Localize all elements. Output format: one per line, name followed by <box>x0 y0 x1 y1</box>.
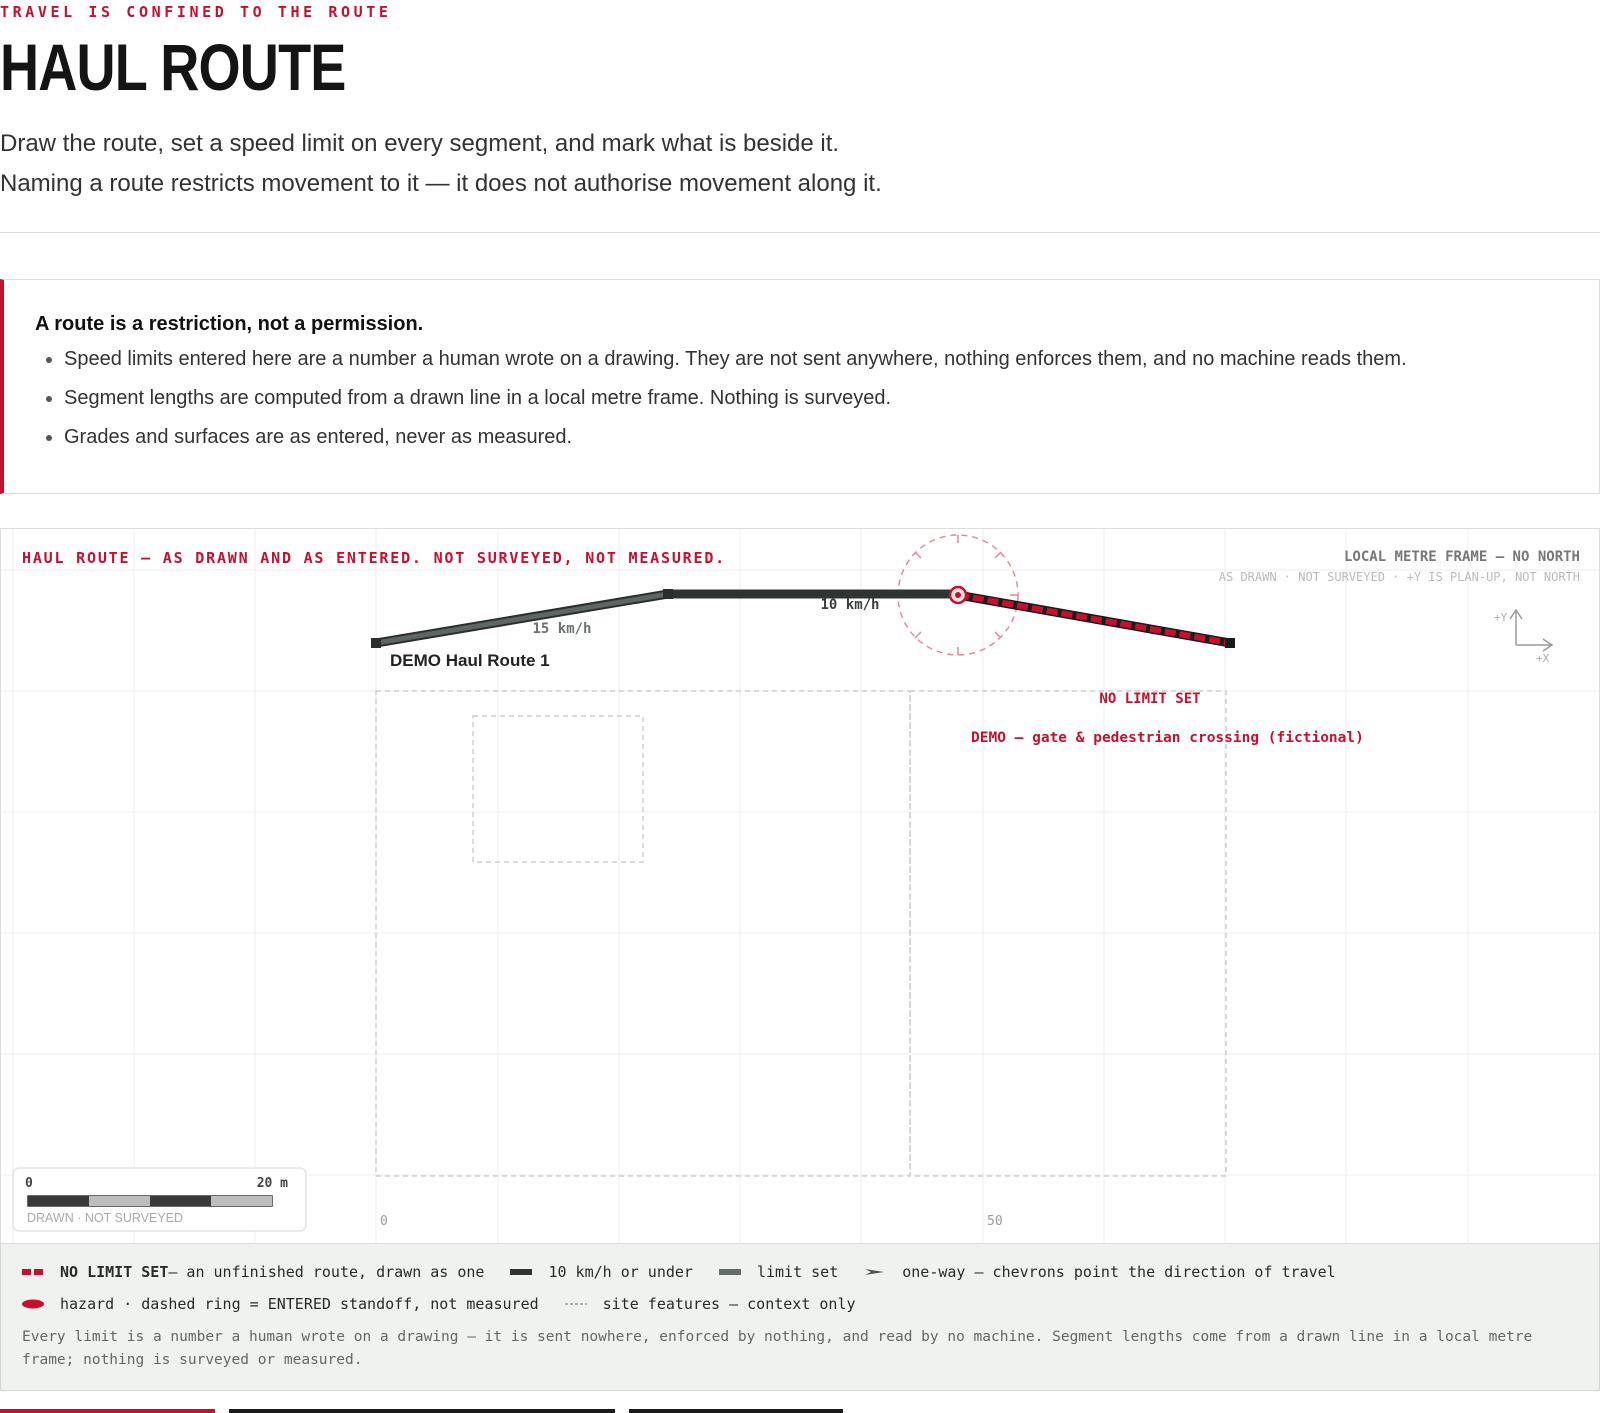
no-limit-swatch-icon <box>22 1269 44 1275</box>
notice-item: • Segment lengths are computed from a drawn line in a local metre frame. Nothing is surveyed. <box>64 379 1600 418</box>
tab-indicator[interactable] <box>229 1409 615 1413</box>
legend-item-site <box>565 1292 856 1316</box>
legend-no-limit-desc: — an unfinished route, drawn as one <box>168 1263 485 1281</box>
tab-indicator[interactable] <box>629 1409 843 1413</box>
dark-line-swatch-icon <box>510 1269 532 1275</box>
x-tick-label: 50 <box>987 1214 1003 1229</box>
hazard-marker[interactable] <box>950 587 966 603</box>
tab-indicator-active[interactable] <box>0 1409 215 1413</box>
legend-row-2 <box>22 1292 882 1316</box>
map-banner: HAUL ROUTE — AS DRAWN AND AS ENTERED. NOT SURVEYED, NOT MEASURED. <box>22 549 726 567</box>
route-vertex[interactable] <box>663 589 673 599</box>
legend-item-oneway <box>864 1260 1335 1284</box>
axis-y-label: +Y <box>1494 611 1508 624</box>
x-tick-label: 0 <box>380 1214 388 1229</box>
hazard-label: DEMO — gate & pedestrian crossing (fictional) <box>971 730 1364 746</box>
legend-item-under-10 <box>510 1260 693 1284</box>
segment-limit-label: 15 km/h <box>532 621 592 637</box>
legend-oneway-label: one-way — chevrons point the direction of travel <box>902 1263 1336 1281</box>
grey-line-swatch-icon <box>719 1269 741 1275</box>
notice-title: A route is a restriction, not a permission. <box>35 313 424 335</box>
axis-x-label: +X <box>1536 652 1550 665</box>
notice-item: • Speed limits entered here are a number a human wrote on a drawing. They are not sent anywhere, nothing enforces them, and no machine reads them. <box>64 340 1600 379</box>
axis-indicator <box>1510 610 1552 651</box>
legend-under-10-label: 10 km/h or under <box>548 1263 693 1281</box>
legend-item-limit-set <box>719 1260 838 1284</box>
legend-site-label: site features — context only <box>602 1295 856 1313</box>
dashed-line-swatch-icon <box>565 1302 587 1306</box>
scale-caption: DRAWN · NOT SURVEYED <box>27 1211 184 1225</box>
route-name-label: DEMO Haul Route 1 <box>390 651 550 670</box>
lede <box>0 124 882 204</box>
grid <box>1 529 1600 1244</box>
frame-subtitle: AS DRAWN · NOT SURVEYED · +Y IS PLAN-UP, NOT NORTH <box>1218 570 1580 584</box>
route-vertex[interactable] <box>1225 638 1235 648</box>
legend-hazard-label: hazard · dashed ring = ENTERED standoff, not measured <box>60 1295 539 1313</box>
lede-line-2: Naming a route restricts movement to it — it does not authorise movement along it. <box>0 170 882 197</box>
route-map[interactable] <box>0 528 1600 1244</box>
scale-bar <box>13 1168 306 1231</box>
notice-item: • Grades and surfaces are as entered, never as measured. <box>64 418 1600 457</box>
legend-item-hazard <box>22 1292 539 1316</box>
divider <box>0 232 1600 233</box>
page-title: HAUL ROUTE <box>0 30 346 104</box>
segment-limit-label: NO LIMIT SET <box>1099 691 1201 707</box>
legend-note: Every limit is a number a human wrote on a drawing — it is sent nowhere, enforced by nothing, and read by no machine. Segment lengths come from a drawn line in a local metre frame; nothing is surveyed or measured. <box>22 1329 1533 1368</box>
eyebrow: TRAVEL IS CONFINED TO THE ROUTE <box>0 3 392 21</box>
segment-limit-label: 10 km/h <box>820 597 880 613</box>
scale-end-label: 20 m <box>256 1176 288 1191</box>
chevron-icon <box>864 1267 886 1277</box>
legend-row-1 <box>22 1260 1362 1284</box>
scale-start-label: 0 <box>25 1176 33 1191</box>
route-vertex[interactable] <box>371 638 381 648</box>
hazard-swatch-icon <box>22 1299 44 1309</box>
map-legend <box>0 1244 1600 1391</box>
frame-title: LOCAL METRE FRAME — NO NORTH <box>1343 549 1580 565</box>
legend-item-no-limit <box>22 1260 484 1284</box>
lede-line-1: Draw the route, set a speed limit on every segment, and mark what is beside it. <box>0 130 840 157</box>
legend-limit-set-label: limit set <box>756 1263 839 1281</box>
legend-no-limit-label: NO LIMIT SET <box>60 1263 169 1281</box>
restriction-notice <box>0 279 1600 494</box>
notice-list <box>4 340 1600 457</box>
route-line[interactable] <box>371 589 1235 648</box>
